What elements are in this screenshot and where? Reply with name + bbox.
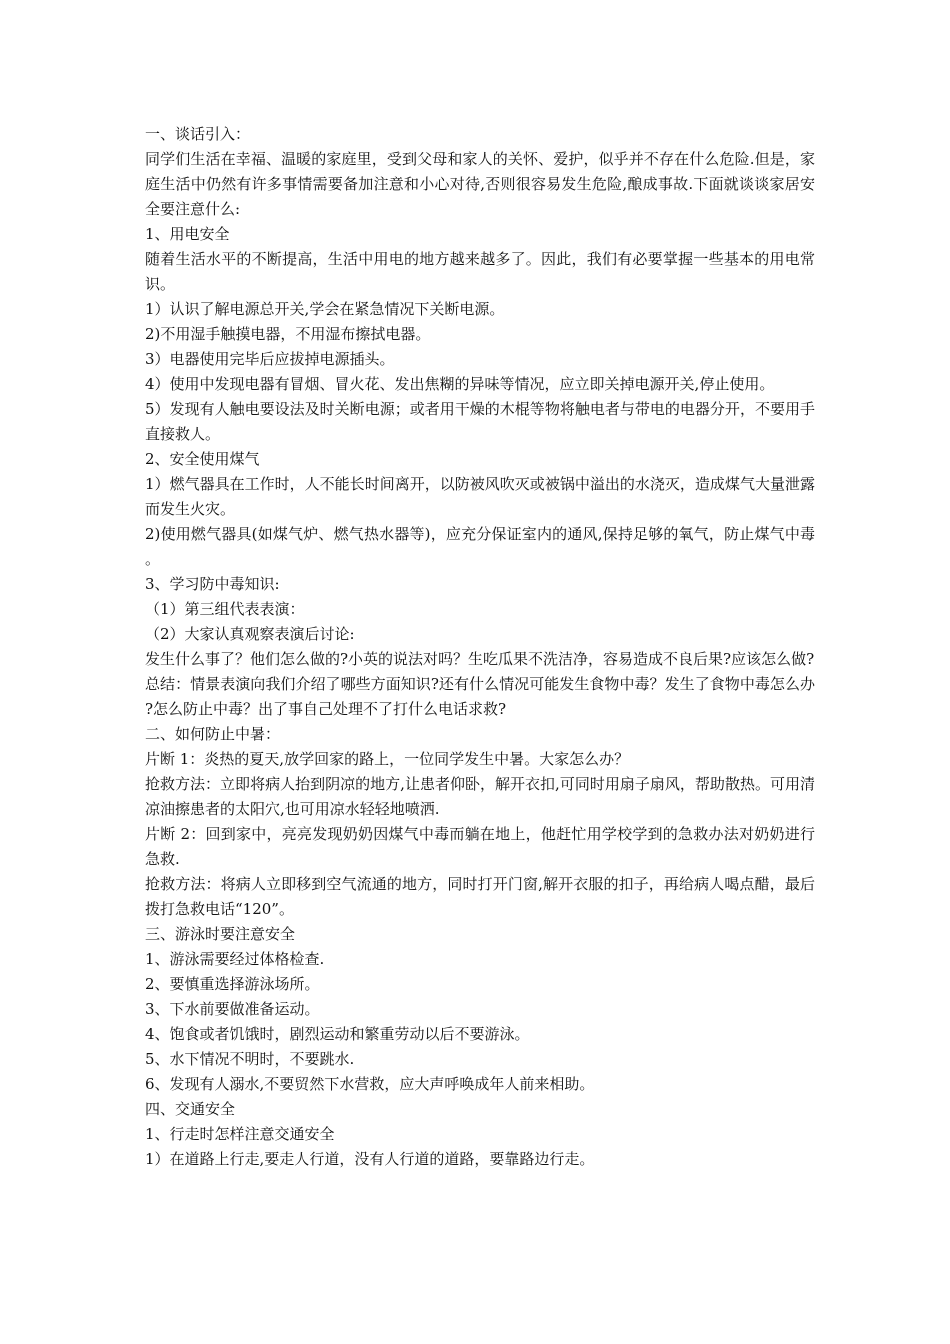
subsection-heading: 3、学习防中毒知识: bbox=[145, 575, 280, 593]
subsection-heading: 1、行走时怎样注意交通安全 bbox=[145, 1125, 335, 1143]
paragraph: 片断 1：炎热的夏天,放学回家的路上，一位同学发生中暑。大家怎么办？ bbox=[145, 750, 630, 768]
paragraph: 抢救方法：将病人立即移到空气流通的地方，同时打开门窗,解开衣服的扣子，再给病人喝点醋，最后拨打急救电话“120”。 bbox=[145, 875, 815, 918]
paragraph: 发生什么事了？他们怎么做的?小英的说法对吗？生吃瓜果不洗洁净，容易造成不良后果?应该怎么做? bbox=[145, 650, 815, 668]
list-item: 2、要慎重选择游泳场所。 bbox=[145, 975, 320, 993]
paragraph: 总结：情景表演向我们介绍了哪些方面知识?还有什么情况可能发生食物中毒？发生了食物中毒怎么办?怎么防止中毒？出了事自己处理不了打什么电话求救? bbox=[145, 675, 815, 718]
list-item: 3）电器使用完毕后应拔掉电源插头。 bbox=[145, 350, 395, 368]
paragraph: 抢救方法：立即将病人抬到阴凉的地方,让患者仰卧，解开衣扣,可同时用扇子扇风，帮助散热。可用清凉油擦患者的太阳穴,也可用凉水轻轻地喷洒. bbox=[145, 775, 815, 818]
list-item: 1）在道路上行走,要走人行道，没有人行道的道路，要靠路边行走。 bbox=[145, 1150, 595, 1168]
list-item: 3、下水前要做准备运动。 bbox=[145, 1000, 320, 1018]
list-item: （2）大家认真观察表演后讨论: bbox=[145, 625, 355, 643]
paragraph: 片断 2：回到家中，亮亮发现奶奶因煤气中毒而躺在地上，他赶忙用学校学到的急救办法对奶奶进行急救. bbox=[145, 825, 815, 868]
section-heading: 四、交通安全 bbox=[145, 1100, 236, 1118]
list-item: 1）燃气器具在工作时，人不能长时间离开，以防被风吹灭或被锅中溢出的水浇灭，造成煤气大量泄露而发生火灾。 bbox=[145, 475, 815, 518]
list-item: 4、饱食或者饥饿时，剧烈运动和繁重劳动以后不要游泳。 bbox=[145, 1025, 530, 1043]
section-heading: 二、如何防止中暑： bbox=[145, 725, 281, 743]
list-item: 2)不用湿手触摸电器，不用湿布擦拭电器。 bbox=[145, 325, 431, 343]
list-item: 1、游泳需要经过体格检查. bbox=[145, 950, 325, 968]
section-heading: 三、游泳时要注意安全 bbox=[145, 925, 296, 943]
document-page bbox=[145, 122, 815, 1172]
paragraph: 同学们生活在幸福、温暖的家庭里，受到父母和家人的关怀、爱护，似乎并不存在什么危险.但是，家庭生活中仍然有许多事情需要备加注意和小心对待,否则很容易发生危险,酿成事故.下面就谈谈家居安全要注意什么: bbox=[145, 150, 815, 218]
list-item: （1）第三组代表表演： bbox=[145, 600, 305, 618]
list-item: 4）使用中发现电器有冒烟、冒火花、发出焦糊的异味等情况，应立即关掉电源开关,停止使用。 bbox=[145, 375, 775, 393]
subsection-heading: 1、用电安全 bbox=[145, 225, 230, 243]
subsection-heading: 2、安全使用煤气 bbox=[145, 450, 260, 468]
list-item: 1）认识了解电源总开关,学会在紧急情况下关断电源。 bbox=[145, 300, 505, 318]
list-item: 6、发现有人溺水,不要贸然下水营救，应大声呼唤成年人前来相助。 bbox=[145, 1075, 595, 1093]
section-heading: 一、谈话引入： bbox=[145, 125, 251, 143]
list-item: 5）发现有人触电要设法及时关断电源；或者用干燥的木棍等物将触电者与带电的电器分开，不要用手直接救人。 bbox=[145, 400, 815, 443]
paragraph: 随着生活水平的不断提高，生活中用电的地方越来越多了。因此，我们有必要掌握一些基本的用电常识。 bbox=[145, 250, 815, 293]
list-item: 2)使用燃气器具(如煤气炉、燃气热水器等)，应充分保证室内的通风,保持足够的氧气，防止煤气中毒。 bbox=[145, 525, 815, 568]
list-item: 5、水下情况不明时，不要跳水. bbox=[145, 1050, 355, 1068]
